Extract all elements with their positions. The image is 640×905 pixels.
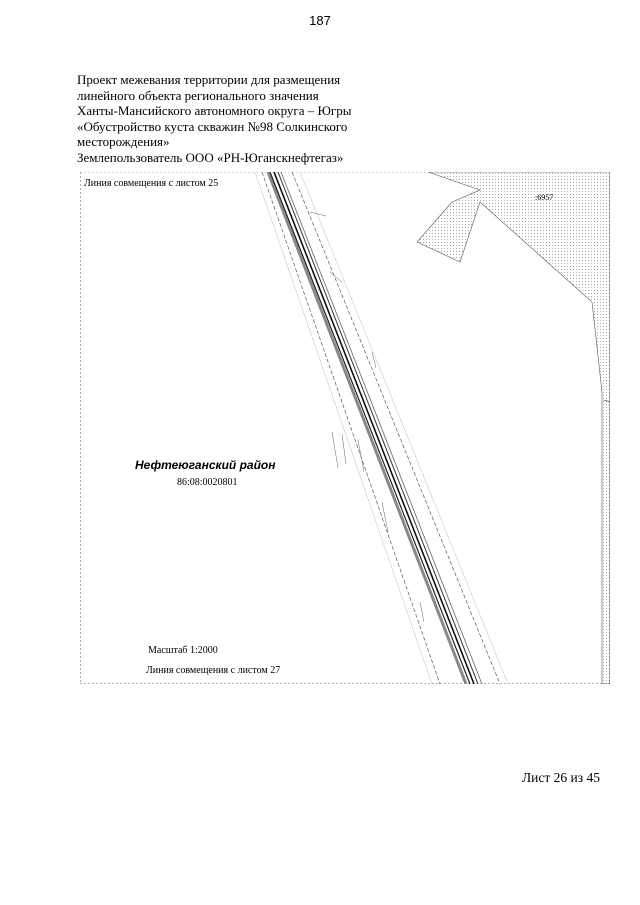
corridor-outer-line: [300, 172, 508, 684]
header-line: линейного объекта регионального значения: [77, 87, 319, 103]
header-line: месторождения»: [77, 134, 170, 149]
sheet-number: Лист 26 из 45: [522, 770, 600, 785]
header-line: Ханты-Мансийского автономного округа – Югры: [77, 103, 352, 118]
cadastral-number: 86:08:0020801: [177, 477, 238, 488]
land-parcel-area: [417, 172, 610, 684]
corridor-outer-line: [255, 172, 432, 684]
corridor-left-boundary: [262, 172, 440, 684]
header-line: «Обустройство куста скважин №98 Солкинского: [77, 118, 348, 134]
route-annotations: [310, 212, 424, 622]
header-line: Землепользователь ООО «РН-Юганскнефтегаз»: [77, 149, 344, 165]
header-line: Проект межевания территории для размещения: [77, 72, 341, 87]
top-match-line-label: Линия совмещения с листом 25: [84, 178, 219, 189]
district-name: Нефтеюганский район: [135, 458, 276, 472]
map-drawing: [80, 172, 610, 684]
map-sheet: [80, 172, 610, 684]
map-scale: Масштаб 1:2000: [148, 645, 218, 656]
parcel-number-label: :6957: [535, 193, 554, 202]
corridor-right-boundary: [292, 172, 500, 684]
page-number: 187: [309, 13, 331, 28]
document-header: [77, 72, 407, 165]
bottom-match-line-label: Линия совмещения с листом 27: [146, 665, 281, 676]
